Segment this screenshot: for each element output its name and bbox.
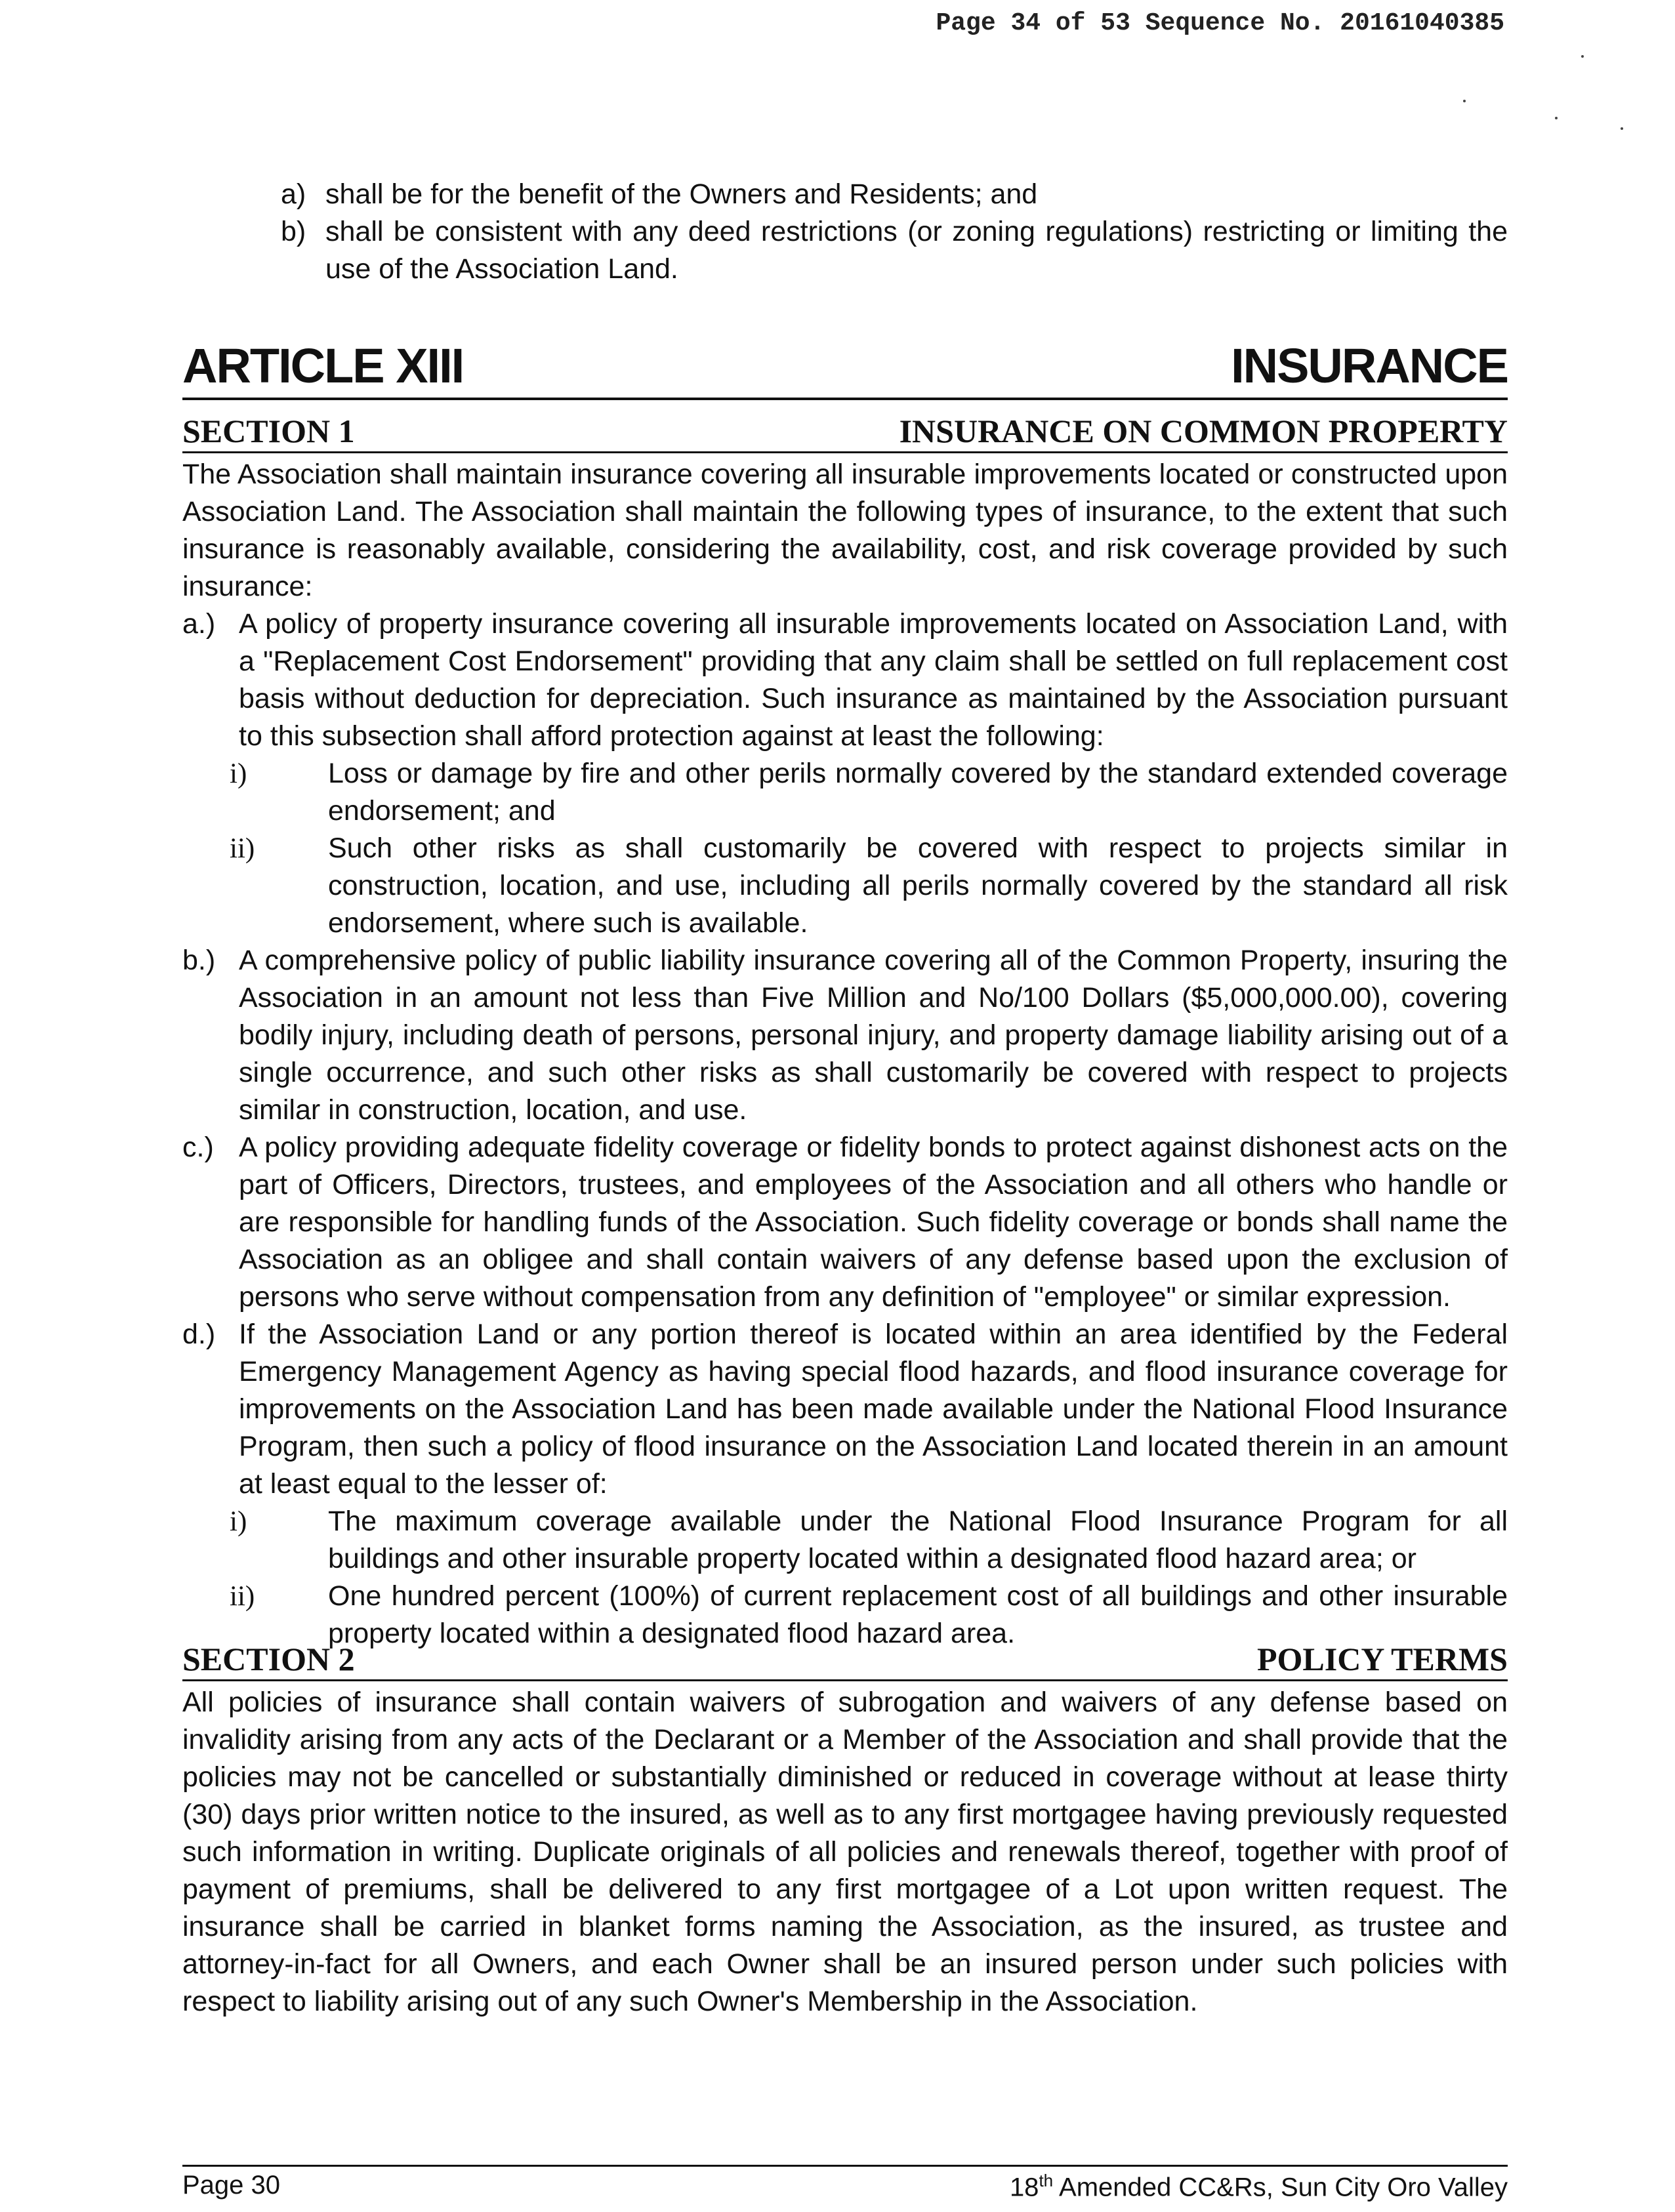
section-number: SECTION 1: [182, 413, 355, 449]
section-text: All policies of insurance shall contain waivers of subrogation and waivers of any defense based on invalidity arising from any acts of the Declarant or a Member of the Association and shall provide that the policies may not be cancelled or substantially diminished or reduced in coverage without at lease thirty (30) days prior written notice to the insured, as well as to any first mortgagee having previously requested such information in writing. Duplicate originals of all policies and renewals thereof, together with proof of payment of premiums, shall be delivered to any first mortgagee of a Lot upon written request. The insurance shall be carried in blanket forms naming the Association, as the insured, as trustee and attorney-in-fact for all Owners, and each Owner shall be an insured person under such policies with respect to liability arising out of any such Owner's Membership in the Association.: [182, 1687, 1508, 2017]
section-title: INSURANCE ON COMMON PROPERTY: [899, 413, 1508, 449]
footer-doc-number: 18: [1009, 2173, 1039, 2202]
sequence-header: Page 34 of 53 Sequence No. 20161040385: [936, 9, 1504, 37]
list-item: [182, 1129, 1508, 1316]
article-number: ARTICLE XIII: [182, 338, 464, 393]
sub-list-item: [230, 1503, 1508, 1578]
list-text: A policy of property insurance covering all insurable improvements located on Association Land, with a "Replacement Cost Endorsement" providing that any claim shall be settled on full replacement cost basis without deduction for depreciation. Such insurance as maintained by the Association pursuant to this subsection shall afford protection against at least the following:: [239, 608, 1508, 752]
footer-page-number: Page 30: [182, 2171, 281, 2200]
scan-speck: [1621, 127, 1623, 130]
list-text: A comprehensive policy of public liability insurance covering all of the Common Property, insuring the Association in an amount not less than Five Million and No/100 Dollars ($5,000,000.00), covering bodily injury, including death of persons, personal injury, and property damage liability arising out of a single occurrence, and such other risks as shall customarily be covered with respect to projects similar in construction, location, and use.: [239, 945, 1508, 1126]
list-label: c.): [182, 1132, 214, 1163]
list-item: [182, 1316, 1508, 1503]
list-label: a): [281, 178, 306, 210]
list-label: ii): [230, 833, 255, 864]
list-text: If the Association Land or any portion thereof is located within an area identified by the Federal Emergency Management Agency as having special flood hazards, and flood insurance coverage for improvements on the Association Land has been made available under the National Flood Insurance Program, then such a policy of flood insurance on the Association Land located therein in an amount at least equal to the lesser of:: [239, 1319, 1508, 1500]
list-label: ii): [230, 1581, 255, 1612]
page-footer: [182, 2165, 1508, 2202]
footer-doc-suffix: th: [1039, 2171, 1054, 2190]
list-label: b): [281, 216, 306, 247]
list-text: A policy providing adequate fidelity coverage or fidelity bonds to protect against dishonest acts on the part of Officers, Directors, trustees, and employees of the Association and all others who handle or are responsible for handling funds of the Association. Such fidelity coverage or bonds shall name the Association as an obligee and shall contain waivers of any defense based upon the exclusion of persons who serve without compensation from any definition of "employee" or similar expression.: [239, 1132, 1508, 1313]
section-number: SECTION 2: [182, 1641, 355, 1677]
list-label: a.): [182, 608, 216, 640]
list-text: shall be consistent with any deed restrictions (or zoning regulations) restricting or limiting the use of the Association Land.: [325, 216, 1508, 285]
section-2: [182, 1640, 1508, 2020]
scan-speck: [1581, 55, 1584, 58]
article-title: INSURANCE: [1231, 338, 1508, 393]
list-label: d.): [182, 1319, 216, 1350]
section-intro: The Association shall maintain insurance covering all insurable improvements located or constructed upon Association Land. The Association shall maintain the following types of insurance, to the extent that such insurance is reasonably available, considering the availability, cost, and risk coverage provided by such insurance:: [182, 459, 1508, 602]
sub-list-item: [230, 755, 1508, 830]
section-title: POLICY TERMS: [1256, 1641, 1508, 1677]
sub-list-item: [230, 830, 1508, 942]
section-1: [182, 412, 1508, 1652]
footer-doc-rest: Amended CC&Rs, Sun City Oro Valley: [1053, 2173, 1508, 2202]
list-label: b.): [182, 945, 216, 976]
list-text: Such other risks as shall customarily be covered with respect to projects similar in construction, location, and use, including all perils normally covered by the standard all risk endorsement, where such is available.: [328, 832, 1508, 939]
footer-document-title: [1010, 2171, 1508, 2202]
scan-speck: [1463, 100, 1466, 102]
intro-list: [281, 176, 1508, 288]
list-item: [281, 213, 1508, 288]
section-heading: [182, 412, 1508, 453]
list-text: One hundred percent (100%) of current replacement cost of all buildings and other insurable property located within a designated flood hazard area.: [328, 1580, 1508, 1649]
scan-speck: [1555, 117, 1558, 119]
list-text: Loss or damage by fire and other perils normally covered by the standard extended coverage endorsement; and: [328, 758, 1508, 827]
list-label: i): [230, 758, 247, 789]
list-text: shall be for the benefit of the Owners and Residents; and: [325, 178, 1038, 210]
article-heading: [182, 338, 1508, 400]
list-item: [281, 176, 1508, 213]
list-text: The maximum coverage available under the National Flood Insurance Program for all buildings and other insurable property located within a designated flood hazard area; or: [328, 1505, 1508, 1574]
section-heading: [182, 1640, 1508, 1681]
list-item: [182, 605, 1508, 755]
list-label: i): [230, 1506, 247, 1537]
list-item: [182, 942, 1508, 1129]
